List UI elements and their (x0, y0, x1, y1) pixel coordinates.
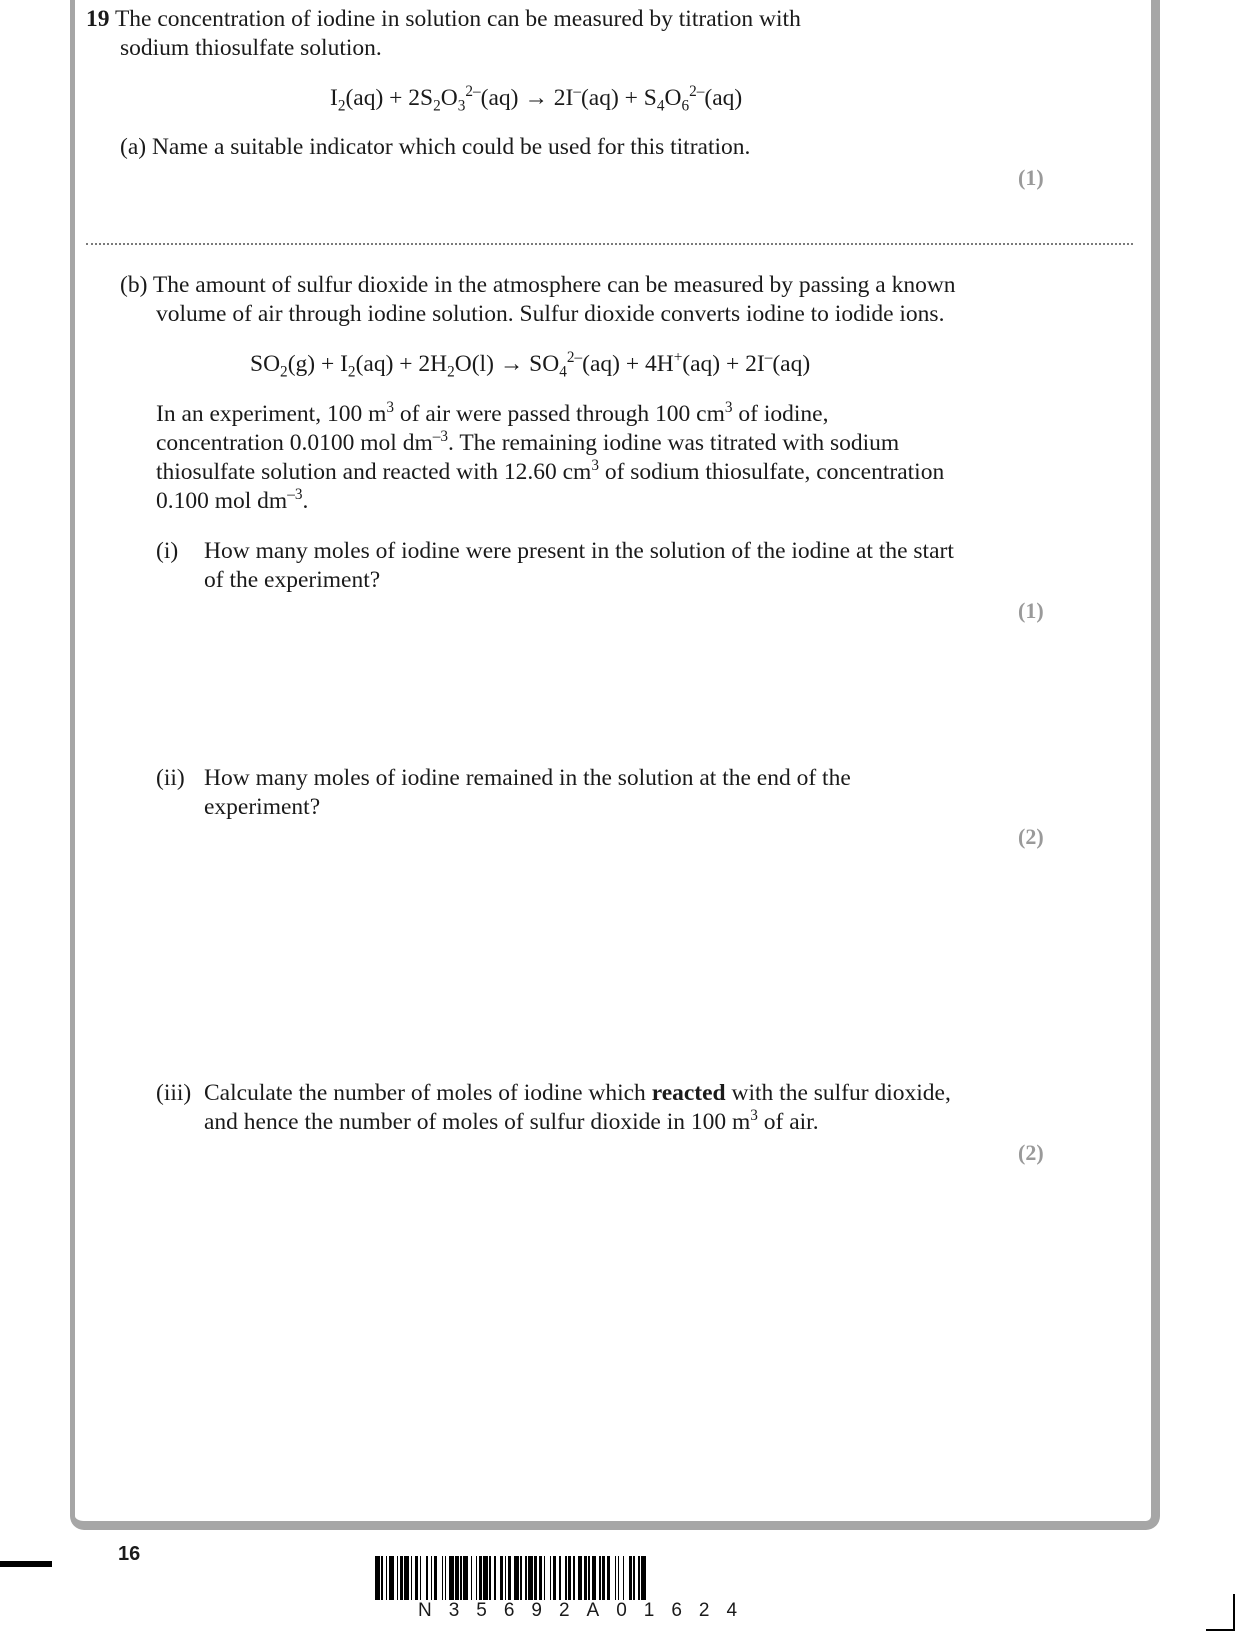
part-b-iii-label: (iii) (156, 1080, 192, 1106)
page-number: 16 (118, 1543, 141, 1565)
question-intro (86, 5, 801, 34)
barcode (375, 1556, 861, 1600)
equation-1: $I_2(aq) + 2S_2O_3^{2-}(aq) \to 2I^-(aq) + S_4O_6^{2-}(aq)$ (330, 83, 743, 115)
experiment-line-3: thiosulfate solution and reacted with 12.60 $cm^3$ of sodium thiosulfate, concentration (156, 457, 945, 485)
crop-mark-vertical (1233, 1594, 1235, 1630)
part-b-i-line-2: of the experiment? (204, 567, 381, 593)
experiment-line-4: 0.100 mol $dm^{-3}$. (156, 486, 309, 514)
equation-2: $SO_2(g) + I_2(aq) + 2H_2O(l) \to SO_4^{2-}(aq) + 4H^+(aq) + 2I^-(aq)$ (250, 349, 811, 381)
experiment-line-1: In an experiment, 100 $m^3$ of air were passed through 100 $cm^3$ of iodine, (156, 399, 829, 427)
experiment-line-2: concentration 0.0100 mol $dm^{-3}$. The remaining iodine was titrated with sodium (156, 428, 900, 456)
part-b-line-1: (b) The amount of sulfur dioxide in the atmosphere can be measured by passing a known (120, 272, 956, 298)
part-b-i-line-1: How many moles of iodine were present in the solution of the iodine at the start (204, 538, 954, 564)
part-b-line-2: volume of air through iodine solution. Sulfur dioxide converts iodine to iodide ions. (156, 301, 945, 327)
intro-line-1: The concentration of iodine in solution can be measured by titration with (114, 6, 801, 32)
part-b-i-label: (i) (156, 538, 179, 564)
part-b-ii-line-1: How many moles of iodine remained in the solution at the end of the (204, 765, 851, 791)
part-a-answer-line[interactable] (86, 243, 1133, 245)
part-b-iii-line-1: Calculate the number of moles of iodine which reacted with the sulfur dioxide, (204, 1080, 951, 1106)
part-b-ii-marks: (2) (1018, 824, 1044, 849)
part-b-ii-label: (ii) (156, 765, 185, 791)
part-a-marks: (1) (1018, 165, 1044, 190)
crop-mark-horizontal (1206, 1629, 1235, 1631)
part-b-iii-marks: (2) (1018, 1140, 1044, 1165)
part-b-iii-line-2: and hence the number of moles of sulfur dioxide in 100 $m^3$ of air. (204, 1107, 819, 1135)
registration-mark-left (0, 1561, 52, 1567)
barcode-text: N35692A01624 (418, 1600, 755, 1621)
part-b-i-marks: (1) (1018, 598, 1044, 623)
part-a-question: (a) Name a suitable indicator which could be used for this titration. (120, 134, 751, 160)
question-number: 19 (86, 6, 110, 32)
intro-line-2: sodium thiosulfate solution. (120, 35, 382, 61)
part-b-ii-line-2: experiment? (204, 794, 321, 820)
